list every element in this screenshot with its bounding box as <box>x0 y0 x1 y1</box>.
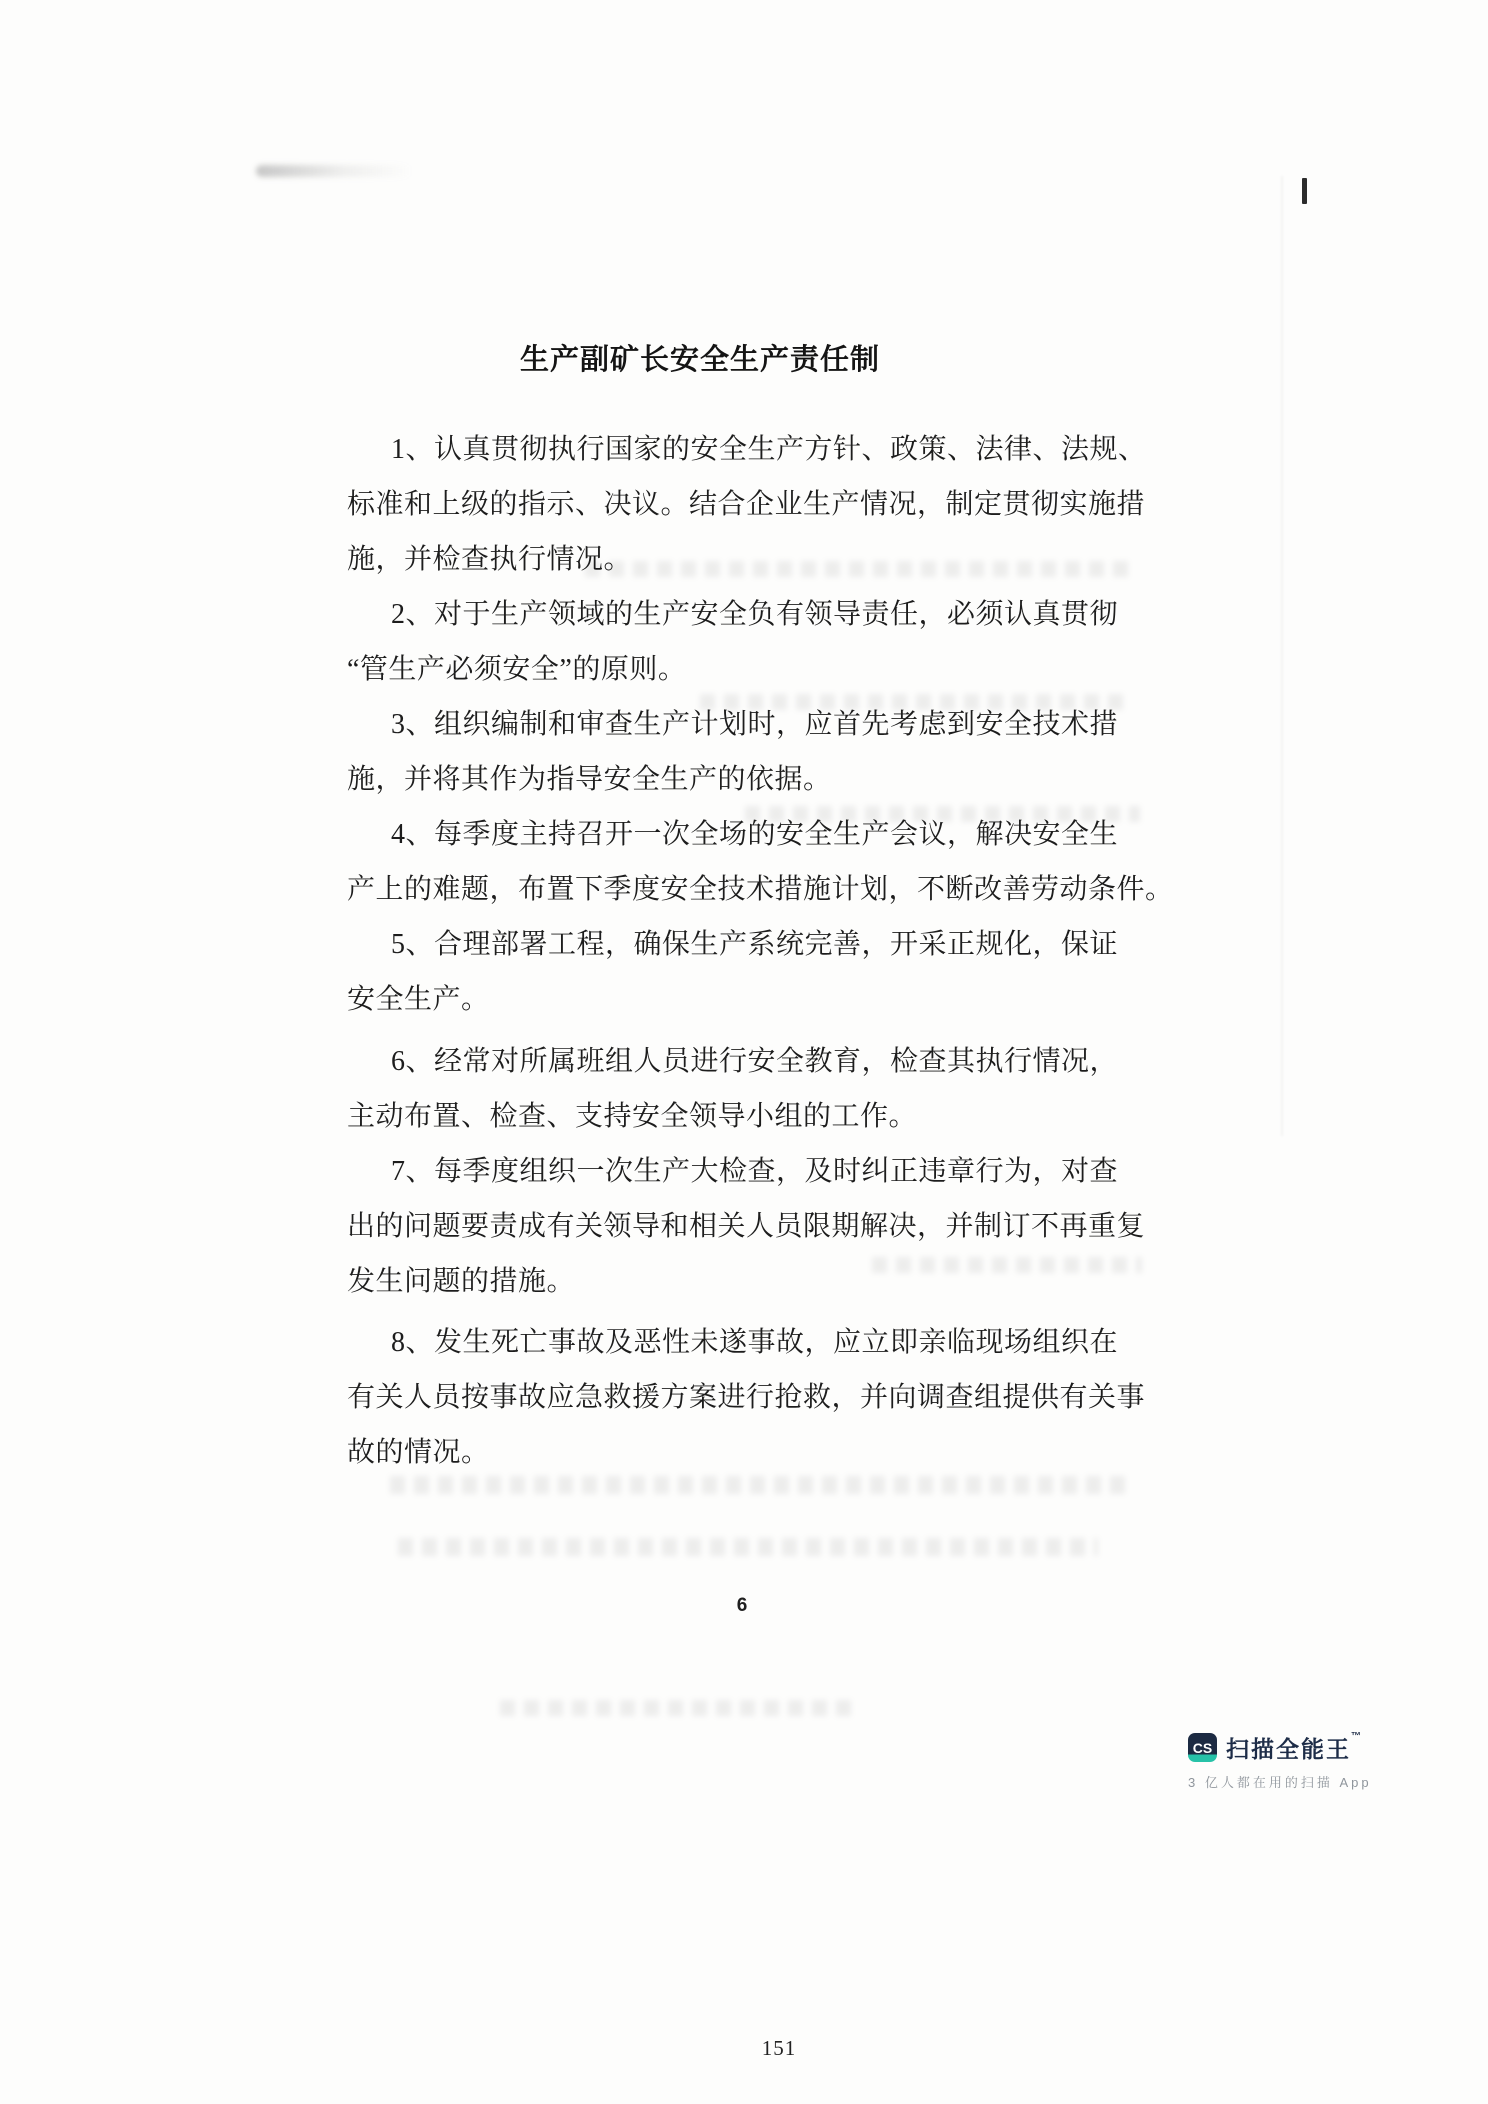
paragraph <box>347 1144 1147 1309</box>
paragraph-line: 1、认真贯彻执行国家的安全生产方针、政策、法律、法规、 <box>391 434 1147 465</box>
paragraph-line: 4、每季度主持召开一次全场的安全生产会议，解决安全生 <box>391 819 1119 850</box>
paragraph-line: 有关人员按事故应急救援方案进行抢救，并向调查组提供有关事 <box>347 1382 1146 1413</box>
paragraph-line: 5、合理部署工程，确保生产系统完善，开采正规化，保证 <box>391 929 1119 960</box>
trademark-symbol: ™ <box>1351 1731 1363 1742</box>
paragraph-line: 产上的难题，布置下季度安全技术措施计划，不断改善劳动条件。 <box>347 874 1174 905</box>
paragraph-line: 故的情况。 <box>347 1437 490 1468</box>
bleedthrough-artifact <box>398 1538 1098 1556</box>
camscanner-logo-icon: CS <box>1188 1733 1217 1762</box>
paragraph-line: 安全生产。 <box>347 984 490 1015</box>
paragraph-line: 7、每季度组织一次生产大检查，及时纠正违章行为，对查 <box>391 1156 1119 1187</box>
paragraph-line: 施，并检查执行情况。 <box>347 544 633 575</box>
camscanner-watermark <box>1188 1731 1372 1791</box>
paragraph <box>347 917 1147 1027</box>
paragraph-line: 2、对于生产领域的生产安全负有领导责任，必须认真贯彻 <box>391 599 1119 630</box>
footer-page-number: 151 <box>761 2036 797 2060</box>
paragraph-line: 主动布置、检查、支持安全领导小组的工作。 <box>347 1101 918 1132</box>
camscanner-brand-text <box>1226 1731 1363 1764</box>
document-body <box>347 422 1174 1480</box>
paragraph-line: 3、组织编制和审查生产计划时，应首先考虑到安全技术措 <box>391 709 1119 740</box>
camscanner-brand-label: 扫描全能王 <box>1226 1736 1351 1762</box>
paragraph <box>347 1315 1147 1480</box>
paragraph <box>347 1034 1147 1144</box>
scan-smudge-artifact <box>256 165 412 177</box>
document-title: 生产副矿长安全生产责任制 <box>519 344 880 376</box>
camscanner-tagline: 3 亿人都在用的扫描 App <box>1188 1775 1372 1790</box>
scan-tick-artifact <box>1302 178 1307 204</box>
paragraph-line: 出的问题要责成有关领导和相关人员限期解决，并制订不再重复 <box>347 1211 1146 1242</box>
page-edge-shadow <box>1281 176 1283 1136</box>
paragraph-line: 发生问题的措施。 <box>347 1266 576 1297</box>
paragraph <box>347 422 1147 587</box>
inner-page-number: 6 <box>736 1595 748 1616</box>
paragraph-line: 6、经常对所属班组人员进行安全教育，检查其执行情况， <box>391 1046 1119 1077</box>
camscanner-brand-row <box>1188 1731 1372 1764</box>
bleedthrough-artifact <box>500 1700 860 1716</box>
paragraph-line: 施，并将其作为指导安全生产的依据。 <box>347 764 832 795</box>
paragraph-line: 8、发生死亡事故及恶性未遂事故，应立即亲临现场组织在 <box>391 1327 1119 1358</box>
paragraph-line: “管生产必须安全”的原则。 <box>347 654 687 685</box>
paragraph <box>347 697 1147 807</box>
paragraph-line: 标准和上级的指示、决议。结合企业生产情况，制定贯彻实施措 <box>347 489 1146 520</box>
paragraph <box>347 807 1174 917</box>
paragraph <box>347 587 1147 697</box>
